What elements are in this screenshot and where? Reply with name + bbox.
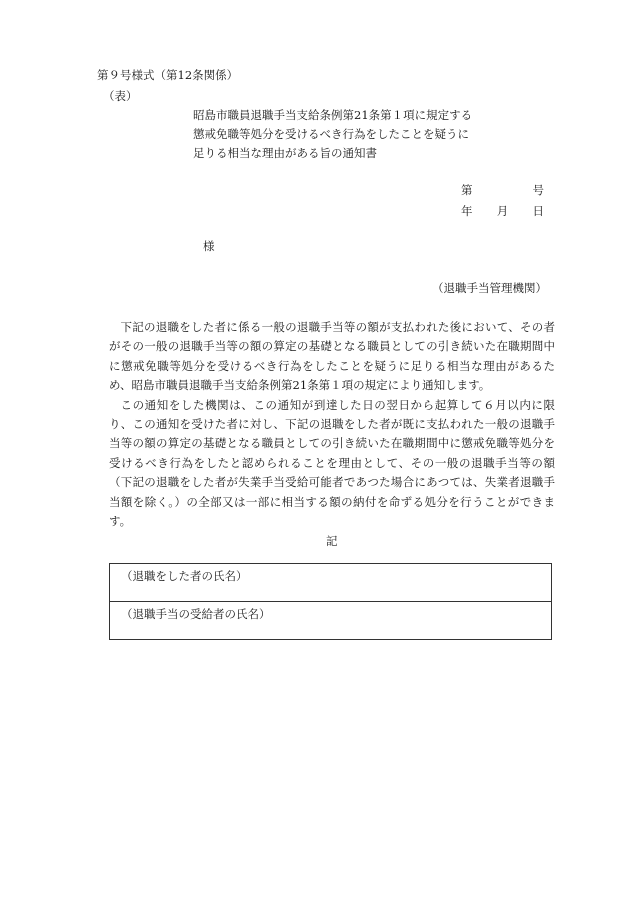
date-day: 日	[532, 204, 544, 218]
number-suffix: 号	[532, 183, 544, 197]
number-prefix: 第	[461, 183, 473, 197]
addressee-sama: 様	[203, 239, 215, 253]
title-line: 昭島市職員退職手当支給条例第21条第１項に規定する	[193, 108, 473, 122]
notice-body	[109, 318, 555, 531]
document-date	[461, 201, 544, 222]
issuer-label: （退職手当管理機関）	[432, 281, 547, 295]
title-line: 足りる相当な理由がある旨の通知書	[193, 146, 377, 160]
document-title	[193, 106, 472, 163]
document-number-date	[461, 180, 544, 222]
title-line: 懲戒免職等処分を受けるべき行為をしたことを疑うに	[193, 127, 469, 141]
form-number-label: 第９号様式（第12条関係）	[97, 68, 239, 82]
date-year: 年	[461, 204, 473, 218]
retiree-info-table	[109, 563, 552, 640]
date-month: 月	[496, 204, 509, 218]
body-paragraph: 下記の退職をした者に係る一般の退職手当等の額が支払われた後において、その者がその一般の退職手当等の額の算定の基礎となる職員としての引き続いた在職期間中に懲戒免職等処分を受けるべき行為をしたことを疑うに足りる相当な理由があるため、昭島市職員退職手当支給条例第21条第１項の規定により通知します。	[109, 320, 555, 393]
recipient-name-row: （退職手当の受給者の氏名）	[121, 607, 271, 621]
ki-heading: 記	[326, 534, 338, 548]
retiree-name-row: （退職をした者の氏名）	[110, 564, 551, 602]
front-side-label: （表）	[103, 89, 138, 103]
document-number	[461, 180, 544, 201]
body-paragraph: この通知をした機関は、この通知が到達した日の翌日から起算して６月以内に限り、この通知を受けた者に対し、下記の退職をした者が既に支払われた一般の退職手当等の額の算定の基礎となる職員としての引き続いた在職期間中に懲戒免職等処分を受けるべき行為をしたと認められることを理由として、その一般の退職手当等の額（下記の退職をした者が失業手当受給可能者であつた場合にあつては、失業者退職手当額を除く。）の全部又は一部に相当する額の納付を命ずる処分を行うことができます。	[109, 397, 555, 529]
